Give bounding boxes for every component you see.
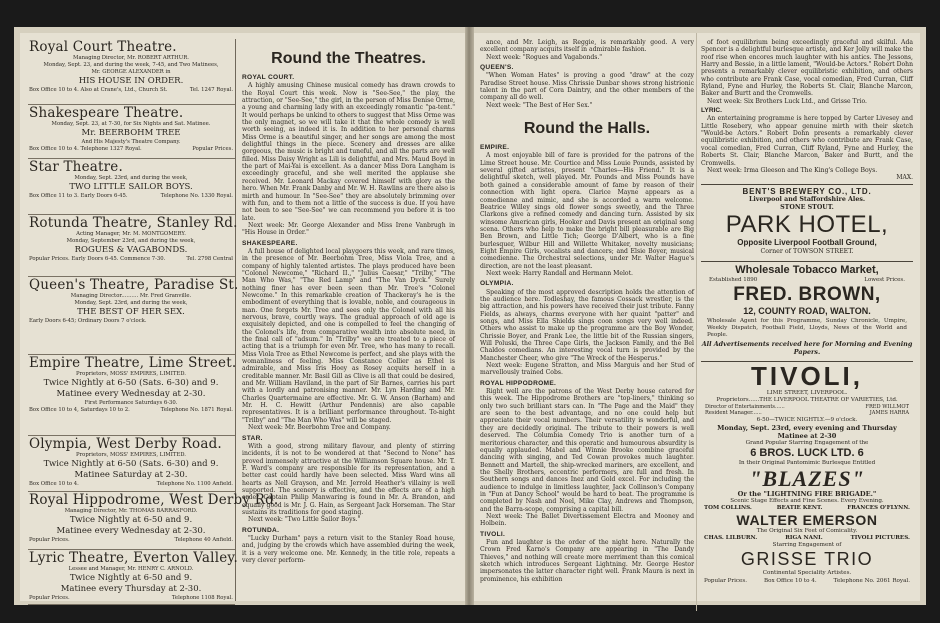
theatre-feature: THE BEST OF HER SEX. [77, 307, 185, 317]
theatre-ad [28, 105, 235, 159]
section-title: ROYAL COURT. [242, 74, 295, 81]
theatre-ad-footer [29, 87, 233, 94]
theatre-ad-footer [29, 595, 233, 602]
next-week: Next week: Irma Gleeson and The King's College Boys. [707, 166, 878, 174]
box-office-info: Popular Prices. [29, 537, 70, 543]
theatre-ad-footer [29, 318, 233, 325]
theatre-feature: HIS HOUSE IN ORDER. [78, 76, 184, 86]
review-paragraph: An entertaining programme is here topped by Carter Livesey and Little Rosebery, who appear genuine mirth with their sketch "Would-be Actors." Robert Dohn presents a remarkably clever equilibristic exhibition, and others who contribute are Frank Case, vocal comedian, Fred Curran, Cliff Ryland, Fyne and Hurley, the Roberts St. Clair, Blanche Marcon, Baker and Burtt, and the Cromwells. [701, 115, 913, 167]
tivoli-act-emerson-sub: The Original Six Feet of Comicality. [756, 527, 858, 534]
theatre-ad-line: Lessee and Manager, Mr. HENRY C. ARNOLD. [68, 566, 194, 572]
brown-established-row [701, 277, 913, 284]
theatre-ads-column [28, 39, 279, 601]
telephone-info: Telephone 1108 Royal. [171, 595, 233, 601]
box-office-info: Box Office 10 to 4. [29, 481, 79, 487]
brown-title: Wholesale Tobacco Market, [735, 264, 879, 277]
tivoli-telephone: Telephone No. 2061 Royal. [833, 577, 910, 584]
bents-title: BENT'S BREWERY CO., LTD. [742, 187, 872, 197]
section-title: SHAKESPEARE. [242, 239, 298, 247]
brown-advertisements: All Advertisements received here for Morning and Evening Papers. [701, 340, 913, 357]
tivoli-blazes: "BLAZES" [749, 465, 865, 491]
tivoli-address: LIME STREET, LIVERPOOL. [766, 390, 848, 397]
tivoli-date: Monday, Sept. 23rd, every evening and Thursday Matinee at 2-30 [717, 423, 897, 440]
theatre-ad-footer [29, 256, 233, 263]
next-week: Next week: Mr. George Alexander and Miss Irene Vanbrugh in "His House in Order." [242, 221, 455, 237]
review-paragraph: of foot equilibrium being exceedingly graceful and skilful. Ada Spencer is a delightful burlesque artiste, and Ker Jolly will make the roof rise when encores much laughter with his antics. The Jessons, Harry and Bessie, in a little lament, "Would-be Actors." Robert Dohn presents a remarkably clever equilibristic exhibition, and others who contribute are Frank Case, vocal comedian, Fred Curran, Cliff Ryland, Fyne and Hurley, the Roberts St. Clair, Blanche Marcon, Baker and Burtt and the Cromwells. [701, 39, 913, 98]
tivoli-advert [701, 361, 913, 585]
box-office-info: Box Office 10 to 4, Saturdays 10 to 2. [29, 407, 130, 413]
review-signature: MAX. [896, 174, 913, 182]
theatre-ad-line: Managing Director, Mr. ROBERT ARTHUR. [73, 55, 189, 61]
tivoli-review-continued [701, 39, 913, 174]
theatre-ad-line: Twice Nightly at 6-50 (Sats. 6-30) and 9. [43, 378, 219, 388]
theatre-ad-line: Twice Nightly at 6-50 and 9. [69, 515, 193, 525]
theatre-ad-line: Monday, Sept. 23rd, and during the week, [74, 300, 188, 306]
performer-name: FRANCES O'FLYNN. [847, 504, 910, 511]
theatre-ad-line: Monday, Sept. 23, and during the week, 7-45, and Two Matinees, [43, 62, 219, 68]
tivoli-grand: Grand Popular Starring Engagement of the [745, 439, 869, 446]
section-title: OLYMPIA. [480, 280, 514, 288]
review-paragraph: A full house of delighted local playgoers this week, and rare times, in the presence of Mr. Beerbohm Tree, Miss Viola Tree, and a company of highly talented artistes. The plays produced have been "Colonel Newcome," "Richard II.," "Julius Caesar," "Trilby," "The Man Who Was," "The Red Lamp" and "The Van Dyck." Surely nothing finer has ever been seen than Mr. Tree's "Colonel Newcome." In this remarkable creation of Thackeray's he is the embodiment of everything that is lovable, noble, and courageous in man. One forgets Mr. Tree and sees only the Colonel with all his nervous, brave, courtly ways. The gradual approach of old age is exquisitely depicted, and one is compelled to feel the changing of the Colonel's life, from comparative wealth into absolute need, in the final call of "adsum." In "Trilby" we are treated to a piece of acting that is a triumph for even Mr. Tree, who has many to recall. Miss Viola Tree as Ethel Newcome is perfect, and she plays with the womanliness of feeling. Miss Constance Collier as Ethel is admirable, and Miss Iris Hoey as Rosey acquits herself in a creditable manner. Mr. Basil Gill as Clive is all that could be desired, and Mr. William Haviland, in the part of Sir Barnes, carries his part with a lordly and patronising manner. Mr. Lyn Harding and Mr. Charles Quartermaine are effective. Mr. G. W. Anson (Barham) and Mr. H. C. Hewitt (Arthur Pendennis) are also capable representatives. It is a brilliant performance throughout. To-night "Trilby" and "The Man Who Was" will be staged. [242, 247, 455, 424]
theatre-ad-line: Monday, September 23rd, and during the week, [66, 238, 196, 244]
tivoli-act-grisse-sub: Continental Speciality Artistes. [762, 569, 852, 576]
theatre-name: Shakespeare Theatre. [29, 105, 184, 121]
manager-name: JAMES HARRA [869, 410, 909, 417]
right-column [701, 39, 913, 601]
theatre-ad-line: Twice Nightly at 6-50 (Sats. 6-30) and 9. [43, 459, 219, 469]
review-paragraph: Right well are the patrons of the West Derby house catered for this week. The Hippodrome Brothers are "top-liners," thinking so only two such brilliant stars can. In "The Page and the Maid" they are seen to the best advantage, and no one could help but appreciate their vocal numbers. Their versatility is wonderful, and they are decidedly original. The tribute to their powers is well deserved. The Columbia Comedy Trio is another turn of a meritorious character, and this operatic and humourous absurdity is equally applauded. Mabel and Winnie Brooke combine graceful dancing with singing, and Ted Cowan provokes much laughter. Bennett and Martell, the ship-wrecked mariners, are excellent, and the Shelly Brothers, eccentric performers, are full and fresh. In Southern songs and dances Inez and Gold excel. For including the audience to indulge in limitless laughter, Jack Collinson's Company in "Fun at Dancy School" would be hard to beat. The programme is completed by Nash and Noel, Mike Clay, Andrews and Thompson, and the Barra-scope, comprising a capital bill. [480, 388, 694, 513]
theatre-name: Empire Theatre, Lime Street. [29, 355, 237, 371]
theatre-ad-line: Matinee every Wednesday at 2-30. [56, 526, 206, 536]
bents-stout: STONE STOUT. [780, 204, 834, 212]
review-paragraph: A highly amusing Chinese musical comedy has drawn crowds to the Royal Court this week. Now is "See-See," the play, the attraction, or "See-See," the girl, in the person of Miss Denise Orme, a young and charming lady with an exceedingly romantic "pa-tent." It would perhaps be unkind to others to suggest that Miss Orme was the only magnet, so we will take it that the whole comedy is well worth seeing, as indeed it is. In addition to her personal charms Miss Orme is a beautiful singer, and her songs are among the most delightful things in the piece. Scenery and dresses are alike gorgeous, the music is bright and tuneful, and all the parts are well filled. Miss Daisy Wright as Lili is delightful, and Mrs. Maud Boyd in the part of Mai-Yai is excellent. As a dancer Miss Dora Langham is exceedingly graceful, and she well merited the applause she received. Mr. Leonard Mackay covered himself with glory as the hero. When Mr. Frank Danby and Mr. W. H. Rawlins are there also is mirth and humour. In "See-See" they are absolutely brimming over with fun, and to them not a little of the success is due. If you have not been to see "See-See" we can recommend you before it is too late. [242, 82, 456, 222]
tivoli-act-luck-sub: In their Original Pantomimic Burlesque Entitled [738, 459, 876, 466]
page-gutter [465, 27, 474, 605]
theatre-feature: ROGUES & VAGABONDS. [74, 245, 188, 255]
section-title: LYRIC. [701, 107, 723, 115]
fred-brown-advert [701, 261, 913, 358]
next-week: Next week: Harry Randall and Hermann Melot. [486, 269, 633, 277]
tivoli-act-grisse: GRISSE TRIO [740, 548, 874, 569]
performer-name: TOM COLLINS. [704, 504, 752, 511]
theatres-body [242, 74, 455, 564]
tivoli-times: 6-50—TWICE NIGHTLY.—9 o'clock. [756, 416, 858, 423]
column-rule [696, 33, 697, 611]
tivoli-box-office: Box Office 10 to 4. [764, 577, 817, 584]
next-week: Next week: "The Best of Her Sex." [486, 101, 593, 109]
theatre-name: Olympia, West Derby Road. [29, 436, 222, 452]
section-title: ROTUNDA. [242, 526, 280, 534]
theatre-name: Lyric Theatre, Everton Valley. [29, 550, 238, 566]
theatre-ad-line: And His Majesty's Theatre Company. [81, 139, 181, 145]
tivoli-blazes-sub: Or the "LIGHTNING FIRE BRIGADE." [737, 489, 877, 498]
theatre-name: Queen's Theatre, Paradise St. [29, 277, 239, 293]
box-office-info: Box Office 11 to 3. Early Doors 6-45. [29, 193, 128, 199]
next-week: Next week: Eugene Stratton, and Miss Marguis and her Stud of marvellously trained Cobs. [480, 362, 694, 377]
halls-column [480, 39, 694, 599]
theatre-ad-line: Proprietors, MOSS' EMPIRES, LIMITED. [76, 371, 186, 377]
theatres-heading: Round the Theatres. [271, 50, 426, 67]
telephone-info: Telephone No. 1330 Royal. [160, 193, 233, 199]
theatre-ad-line: Twice Nightly at 6-50 and 9. [69, 573, 193, 583]
performer-name: CHAS. LILBURN. [704, 534, 758, 541]
review-paragraph: "When Woman Hates" is proving a good "draw" at the cozy Paradise Street house. Miss Chrissie Dunbar shows strong histrionic talent in the part of Cora Daintry, and the other members of the company all do well. [480, 72, 694, 102]
review-paragraph: "Lucky Durham" pays a return visit to the Stanley Road house, and, judging by the crowds which have assembled during the week, it is a very welcome one. Mr. Kennedy, in the title role, repeats a very clever perform- [242, 534, 455, 564]
section-title: ROYAL HIPPODROME. [480, 379, 557, 387]
halls-body [480, 144, 694, 583]
left-page [20, 33, 465, 601]
next-week: Next week: The Ballet Divertissement Electra and Mooney and Holbein. [480, 512, 694, 528]
park-hotel-location: Opposite Liverpool Football Ground, [737, 238, 877, 248]
review-paragraph: Fun and laughter is the order of the night here. Naturally the Crown Fred Karno's Company are appearing in "The Dandy Thieves," and nothing will create more merriment than this comical sketch which introduces Sergeant Lightning. Mr. George Hestor impersonates the latter character right well. Frank Maura is next in prominence, his exhibition [480, 538, 694, 583]
brown-established: Established 1890 [709, 277, 758, 284]
theatre-ad-line: Managing Director, Mr. THOMAS BARRASFORD. [64, 508, 198, 514]
park-hotel-corner: Corner of TOWSON STREET. [760, 248, 854, 256]
theatre-ad [28, 215, 238, 277]
right-page [474, 33, 920, 601]
director-label: Director of Entertainments...... [705, 404, 785, 411]
tivoli-names-row-1 [701, 505, 913, 512]
theatre-ad-footer [29, 146, 233, 153]
next-week: Next week: Six Brothers Luck Ltd., and Grisse Trio. [707, 97, 867, 105]
section-title: STAR. [242, 434, 263, 442]
theatre-name: Rotunda Theatre, Stanley Rd. [29, 215, 238, 231]
review-paragraph: Speaking of the most approved description holds the attention of the audience here. Todleshay, the famous Cossack wrestler, is the big attraction, and his powers have received their just tribute. Fanny Fields, as always, charms everyone with her quaint "patter" and songs, and Miss Ella Shields sings coon songs very well indeed. Others who assist to make up the programme are the Boy Wonder, Chrissie Boyer, and Frank Lee, the little bit of the Russian singers, Will Poluski, the Three Cape Girls, the Jackson Family, and the Bel Chaldos comedians. An interesting vocal turn is provided by the Manchester Cheer, who give "The Wreck of the Hesperus." [480, 288, 694, 362]
telephone-info: Popular Prices. [192, 146, 233, 152]
theatre-ad-line: Monday, Sept. 23rd, and during the week, [74, 175, 188, 181]
theatre-name: Royal Court Theatre. [29, 39, 177, 55]
park-hotel: PARK HOTEL, [725, 211, 889, 239]
brown-body: Wholesale Agent for this Programme, Sunday Chronicle, Umpire, Weekly Dispatch, Football Field, Lloyds, News of the World and People. [707, 318, 907, 339]
tivoli-blazes-sub2: Scenic Stage Effects and Fine Scenes. Every Evening. [730, 497, 884, 504]
theatre-ad-line: Monday, Sept. 23, at 7-30, for Six Nights and Sat. Matinee. [51, 121, 211, 127]
telephone-info: Tel. 2798 Central [186, 256, 233, 262]
theatre-ad-line: Managing Director.......... Mr. Fred Granville. [70, 293, 192, 299]
theatre-ad-line: Matinee every Thursday at 2-30. [60, 584, 202, 594]
telephone-info: Tel. 1247 Royal. [189, 87, 233, 93]
theatre-ad [28, 436, 235, 492]
theatre-ad-footer [29, 193, 233, 200]
box-office-info: Popular Prices. [29, 595, 70, 601]
tivoli-prices: Popular Prices. [704, 577, 747, 584]
tivoli-footer [701, 577, 913, 585]
theatre-ad [28, 39, 235, 105]
next-week: Next week: "Two Little Sailor Boys." [248, 516, 361, 524]
theatre-ad [28, 550, 238, 605]
telephone-info: Telephone No. 1100 Anfield. [156, 481, 233, 487]
review-paragraph: ance, and Mr. Leigh, as Reggie, is remarkably good. A very excellent company acquits itself in admirable fashion. [480, 39, 694, 54]
theatre-ad [28, 355, 235, 436]
theatre-ad-line: Mr. BEERBOHM TREE [81, 128, 181, 138]
theatre-feature: TWO LITTLE SAILOR BOYS. [69, 182, 193, 192]
halls-top [480, 39, 694, 109]
next-week: Next week: "Rogues and Vagabonds." [486, 53, 603, 61]
theatre-ad-line: Acting Manager, Mr. M. MONTGOMERY. [76, 231, 186, 237]
brown-address: 12, COUNTY ROAD, WALTON. [743, 306, 871, 317]
director-name: FRED WILLMOT [865, 404, 909, 411]
tivoli-act-luck: 6 BROS. LUCK LTD. 6 [750, 446, 864, 459]
telephone-info: Telephone No. 1871 Royal. [160, 407, 233, 413]
theatre-ad-line: Proprietors, MOSS' EMPIRES, LIMITED. [76, 452, 186, 458]
manager-label: Resident Manager...... [705, 410, 762, 417]
theatre-ad-footer [29, 537, 233, 544]
bents-brewery-advert [701, 184, 913, 258]
halls-heading: Round the Halls. [523, 120, 651, 138]
brown-name: FRED. BROWN, [733, 284, 881, 306]
theatre-ad [28, 277, 239, 355]
theatre-ad-line: First Performance Saturdays 6-30. [84, 400, 178, 406]
theatre-ad-line: Mr. GEORGE ALEXANDER in [91, 69, 171, 75]
theatre-ad-footer [29, 481, 233, 488]
theatre-ad-line: Matinee every Wednesday at 2-30. [56, 389, 206, 399]
theatre-name: Royal Hippodrome, West Derby Rd. [29, 492, 279, 508]
next-week: Next week: Mr. Beerbohm Tree and Company. [248, 424, 391, 432]
programme-spread [14, 27, 926, 605]
box-office-info: Early Doors 6-45; Ordinary Doors 7 o'clock. [29, 318, 147, 324]
box-office-info: Box Office 10 to 4. Telephone 1327 Royal. [29, 146, 142, 152]
telephone-info: Telephone 40 Anfield. [174, 537, 233, 543]
performer-name: BEATIE KENT. [776, 504, 823, 511]
tivoli-starring: Starring Engagement of [772, 541, 842, 548]
box-office-info: Popular Prices. Early Doors 6-45. Commence 7-30. [29, 256, 166, 262]
tivoli-act-emerson: WALTER EMERSON [736, 511, 878, 528]
theatre-ad-footer [29, 407, 233, 414]
theatre-name: Star Theatre. [29, 159, 123, 175]
section-title: TIVOLI. [480, 530, 506, 538]
review-paragraph: With a good, strong military flavour, and plenty of stirring incidents, it is not to be wondered at that "Second to None" has proved immensely attractive at the Williamson Square house. Mr. T. F. Ward's company are responsible for its representation, and a better cast could hardly have been selected. Miss Ward wins all hearts as Nell Grayson, and Mr. Jerrold Heather's villainy is well supported. The scenery is effective, and the effects are of a high order. Captain Philip Manwaring is found in Mr. A. Brandon, and equally good is Mr. J. G. Hain, as Sergeant Jack Horseman. The Star sustains its traditions for good staging. [242, 442, 455, 516]
theatre-ad [28, 159, 235, 215]
theatres-column [242, 39, 455, 599]
section-title: EMPIRE. [480, 144, 510, 152]
section-title: QUEEN'S. [480, 64, 514, 72]
performer-name: TIVOLI PICTURES. [850, 534, 910, 541]
brown-lowest-prices: Lowest Prices. [864, 277, 905, 284]
bents-ales: Liverpool and Staffordshire Ales. [748, 196, 866, 204]
theatre-ad-line: Matinee Saturday at 2-30. [74, 470, 188, 480]
review-paragraph: A most enjoyable bill of fare is provided for the patrons of the Lime Street house. Mr. Courtice and Miss Louie Pounds, assisted by several gifted artistes, present "Charles—His Friend." It is a delightful sketch, well played. Mr. Pounds and Miss Pounds have both gained a considerable amount of fame by reason of their connection with light opera. Clarice Mayne appears as a comedienne and mimic, and she is accorded a warm welcome. Beatrice Willey sings old flower songs sweetly, and the Three Clarkons give a refined comedy and dancing turn. Assisted by six winsome American girls, Hooker and Davis present an original song scena. Others who help to make the bright bill pleasurable are Big Ben Brown, and Little Tich; George D'Albert, who is a fine burlesquer, Wilbur Hill and Willette Whitaker, novelty musicians; Eight Empire Girls, vocalists and dancers; and Elsie Boyer, musical comedienne. The Orchestral selections, under Mr. Walter Hague's direction, are not the least pleasant. [480, 152, 694, 270]
tivoli-name: TIVOLI, [751, 361, 863, 392]
box-office-info: Box Office 10 to 4. Also at Crane's, Ltd., Church St. [29, 87, 168, 93]
performer-name: RIGA NANI. [785, 534, 823, 541]
tivoli-proprietors: Proprietors......THE LIVERPOOL THEATRE OF VARIETIES, Ltd. [716, 397, 898, 404]
tivoli-names-row-2 [701, 535, 913, 542]
